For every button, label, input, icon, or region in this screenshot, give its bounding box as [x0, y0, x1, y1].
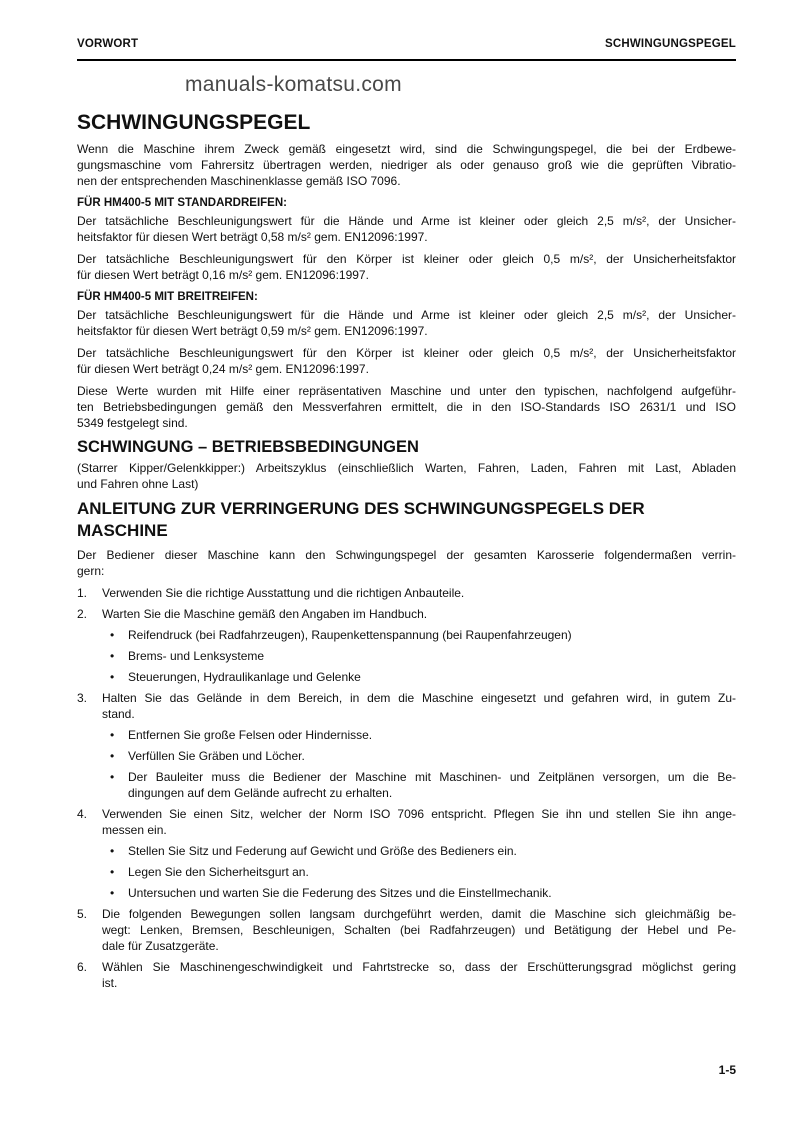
text-line: Verwenden Sie die richtige Ausstattung und die richtigen Anbauteile.: [102, 586, 465, 600]
item-number: 5.: [77, 907, 88, 921]
numbered-item: [77, 690, 736, 722]
page-title: [77, 110, 736, 136]
text-line: FÜR HM400-5 MIT STANDARDREIFEN:: [77, 197, 287, 209]
paragraph: [77, 547, 736, 579]
numbered-item: [77, 806, 736, 838]
bullet-item: [77, 769, 736, 801]
text-line: gungsmaschine vom Fahrersitz übertragen werden, niedriger als oder genauso groß wie die geprüften Vibratio-: [77, 158, 736, 172]
bullet-icon: •: [110, 770, 115, 784]
bullet-item: [77, 885, 736, 901]
text-line: Steuerungen, Hydraulikanlage und Gelenke: [128, 670, 361, 684]
text-line: Entfernen Sie große Felsen oder Hindernisse.: [128, 728, 373, 742]
text-line: MASCHINE: [77, 521, 168, 540]
item-number: 4.: [77, 807, 88, 821]
numbered-item: [77, 959, 736, 991]
subheading: [77, 289, 736, 305]
page-content: [77, 110, 736, 996]
text-line: Verfüllen Sie Gräben und Löcher.: [128, 749, 305, 763]
paragraph: [77, 345, 736, 377]
bullet-icon: •: [110, 728, 115, 742]
text-line: Wenn die Maschine ihrem Zweck gemäß eingesetzt wird, sind die Schwingungspegel, die bei der Erdbewe-: [77, 142, 736, 156]
text-line: ten Betriebsbedingungen gemäß den Messverfahren ermittelt, die in den ISO-Standards ISO 2631/1 und ISO: [77, 400, 736, 414]
watermark: manuals-komatsu.com: [185, 73, 402, 96]
paragraph: [77, 307, 736, 339]
text-line: Der Bediener dieser Maschine kann den Schwingungspegel der gesamten Karosserie folgendermaßen verrin-: [77, 548, 736, 562]
text-line: Brems- und Lenksysteme: [128, 649, 265, 663]
text-line: (Starrer Kipper/Gelenkkipper:) Arbeitszyklus (einschließlich Warten, Fahren, Laden, Fahren mit Last, Abladen: [77, 461, 736, 475]
bullet-item: [77, 864, 736, 880]
header-section: VORWORT: [77, 38, 139, 50]
paragraph: [77, 213, 736, 245]
bullet-item: [77, 748, 736, 764]
item-number: 1.: [77, 586, 88, 600]
bullet-item: [77, 727, 736, 743]
bullet-item: [77, 627, 736, 643]
text-line: wegt: Lenken, Bremsen, Beschleunigen, Schalten (bei Radfahrzeugen) und Betätigung der Hebel und Pe-: [102, 923, 736, 937]
subheading: [77, 195, 736, 211]
text-line: Verwenden Sie einen Sitz, welcher der Norm ISO 7096 entspricht. Pflegen Sie ihn und stellen Sie ihn ange-: [102, 807, 736, 821]
header-rule: [77, 59, 736, 61]
text-line: Legen Sie den Sicherheitsgurt an.: [128, 865, 309, 879]
text-line: stand.: [102, 707, 135, 721]
text-line: messen ein.: [102, 823, 167, 837]
bullet-item: [77, 669, 736, 685]
paragraph: [77, 141, 736, 189]
text-line: Warten Sie die Maschine gemäß den Angaben im Handbuch.: [102, 607, 428, 621]
bullet-item: [77, 843, 736, 859]
section-heading: [77, 498, 736, 542]
text-line: Stellen Sie Sitz und Federung auf Gewicht und Größe des Bedieners ein.: [128, 844, 517, 858]
item-number: 2.: [77, 607, 88, 621]
text-line: Halten Sie das Gelände in dem Bereich, in dem die Maschine eingesetzt und gefahren wird, in gutem Zu-: [102, 691, 736, 705]
running-header: [77, 38, 736, 50]
text-line: Untersuchen und warten Sie die Federung des Sitzes und die Einstellmechanik.: [128, 886, 552, 900]
page-number: 1-5: [718, 1063, 736, 1077]
text-line: Diese Werte wurden mit Hilfe einer repräsentativen Maschine und unter den typischen, nachfolgend aufgeführ-: [77, 384, 736, 398]
text-line: Der Bauleiter muss die Bediener der Maschine mit Maschinen- und Zeitplänen versorgen, um die Be-: [128, 770, 736, 784]
text-line: ANLEITUNG ZUR VERRINGERUNG DES SCHWINGUNGSPEGELS DER: [77, 499, 645, 518]
bullet-icon: •: [110, 628, 115, 642]
bullet-icon: •: [110, 886, 115, 900]
text-line: SCHWINGUNG – BETRIEBSBEDINGUNGEN: [77, 438, 419, 456]
numbered-item: [77, 906, 736, 954]
numbered-item: [77, 585, 736, 601]
text-line: ist.: [102, 976, 118, 990]
paragraph: [77, 460, 736, 492]
text-line: FÜR HM400-5 MIT BREITREIFEN:: [77, 291, 258, 303]
text-line: Die folgenden Bewegungen sollen langsam durchgeführt werden, damit die Maschine sich gleichmäßig be-: [102, 907, 736, 921]
text-line: für diesen Wert beträgt 0,16 m/s² gem. EN12096:1997.: [77, 268, 369, 282]
text-line: Der tatsächliche Beschleunigungswert für den Körper ist kleiner oder gleich 0,5 m/s², der Unsicherheitsfaktor: [77, 252, 736, 266]
section-heading: [77, 437, 736, 457]
text-line: heitsfaktor für diesen Wert beträgt 0,58 m/s² gem. EN12096:1997.: [77, 230, 428, 244]
paragraph: [77, 251, 736, 283]
text-line: heitsfaktor für diesen Wert beträgt 0,59 m/s² gem. EN12096:1997.: [77, 324, 428, 338]
text-line: dale für Zusatzgeräte.: [102, 939, 219, 953]
text-line: für diesen Wert beträgt 0,24 m/s² gem. EN12096:1997.: [77, 362, 369, 376]
header-topic: SCHWINGUNGSPEGEL: [605, 38, 736, 50]
text-line: Reifendruck (bei Radfahrzeugen), Raupenkettenspannung (bei Raupenfahrzeugen): [128, 628, 572, 642]
text-line: dingungen auf dem Gelände aufrecht zu erhalten.: [128, 786, 393, 800]
text-line: Der tatsächliche Beschleunigungswert für den Körper ist kleiner oder gleich 0,5 m/s², der Unsicherheitsfaktor: [77, 346, 736, 360]
text-line: Der tatsächliche Beschleunigungswert für die Hände und Arme ist kleiner oder gleich 2,5 m/s², der Unsicher-: [77, 214, 736, 228]
text-line: Wählen Sie Maschinengeschwindigkeit und Fahrtstrecke so, dass der Erschütterungsgrad möglichst gering: [102, 960, 736, 974]
bullet-icon: •: [110, 749, 115, 763]
bullet-icon: •: [110, 670, 115, 684]
text-line: 5349 festgelegt sind.: [77, 416, 188, 430]
text-line: Der tatsächliche Beschleunigungswert für die Hände und Arme ist kleiner oder gleich 2,5 m/s², der Unsicher-: [77, 308, 736, 322]
numbered-item: [77, 606, 736, 622]
text-line: gern:: [77, 564, 105, 578]
bullet-item: [77, 648, 736, 664]
text-line: SCHWINGUNGSPEGEL: [77, 111, 311, 134]
text-line: und Fahren ohne Last): [77, 477, 199, 491]
text-line: nen der entsprechenden Maschinenklasse gemäß ISO 7096.: [77, 174, 401, 188]
bullet-icon: •: [110, 649, 115, 663]
item-number: 6.: [77, 960, 88, 974]
bullet-icon: •: [110, 844, 115, 858]
bullet-icon: •: [110, 865, 115, 879]
item-number: 3.: [77, 691, 88, 705]
paragraph: [77, 383, 736, 431]
